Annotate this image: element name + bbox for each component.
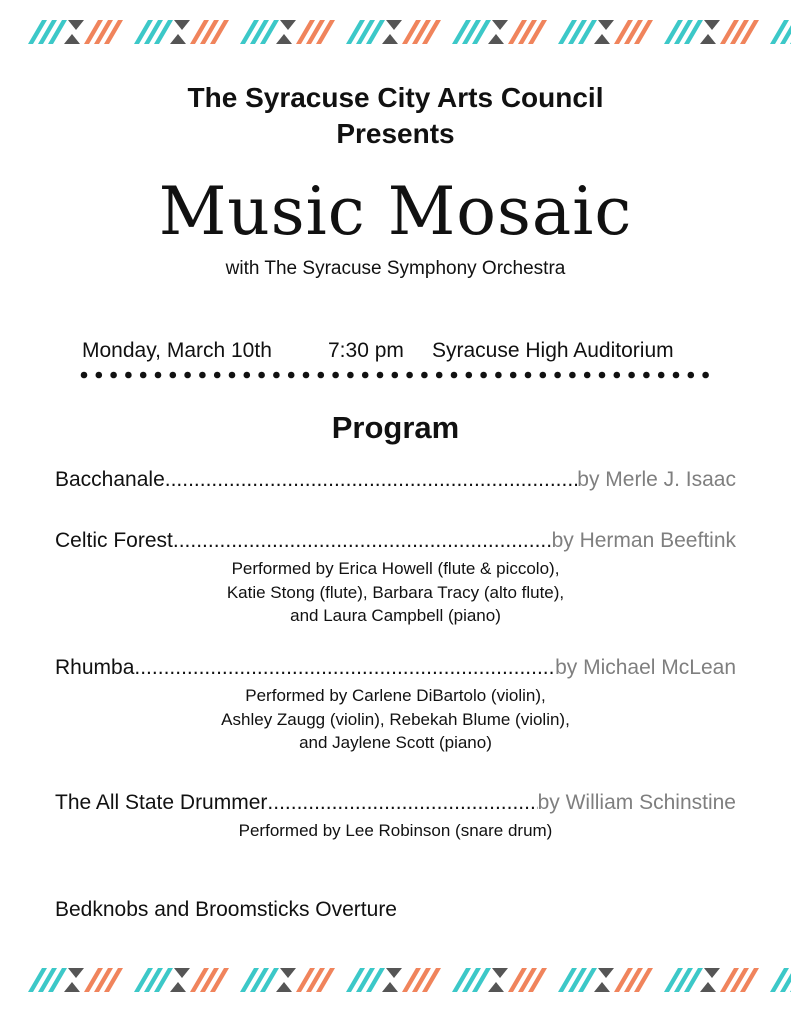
down-triangle: [280, 968, 296, 978]
dot-leader: [267, 789, 537, 817]
down-triangle: [174, 20, 190, 30]
program-item: [55, 466, 736, 494]
program-heading: Program: [331, 410, 460, 445]
program-item: [55, 896, 736, 924]
divider-dot: [125, 372, 132, 379]
divider-dot: [451, 372, 458, 379]
divider-dot: [318, 372, 325, 379]
performers-list: [0, 684, 791, 755]
performers-line: Performed by Lee Robinson (snare drum): [238, 821, 553, 840]
divider-dot: [628, 372, 635, 379]
dot-leader: [134, 654, 555, 682]
divider-dot: [303, 372, 310, 379]
divider-dot: [258, 372, 265, 379]
up-triangle: [594, 34, 610, 44]
up-triangle: [64, 982, 80, 992]
divider-dot: [96, 372, 103, 379]
down-triangle: [280, 20, 296, 30]
down-triangle: [598, 20, 614, 30]
program-item: [55, 527, 736, 628]
divider-dot: [184, 372, 191, 379]
performers-line: and Laura Campbell (piano): [290, 606, 501, 625]
dotted-divider: [80, 368, 711, 382]
down-triangle: [68, 968, 84, 978]
divider-dot: [377, 372, 384, 379]
event-venue: Syracuse High Auditorium: [432, 339, 674, 362]
piece-composer: by William Schinstine: [537, 791, 736, 814]
divider-dot: [702, 372, 709, 379]
up-triangle: [700, 34, 716, 44]
divider-dot: [525, 372, 532, 379]
divider-dot: [392, 372, 399, 379]
up-triangle: [170, 982, 186, 992]
down-triangle: [704, 968, 720, 978]
divider-dot: [614, 372, 621, 379]
up-triangle: [594, 982, 610, 992]
divider-dot: [155, 372, 162, 379]
piece-title: Bedknobs and Broomsticks Overture: [55, 898, 397, 921]
down-triangle: [68, 20, 84, 30]
divider-dot: [540, 372, 547, 379]
presenter-line-1: The Syracuse City Arts Council: [187, 82, 604, 113]
up-triangle: [488, 982, 504, 992]
divider-dot: [688, 372, 695, 379]
dot-leader: [173, 527, 552, 555]
piece-title: Bacchanale: [55, 468, 165, 491]
divider-dot: [673, 372, 680, 379]
top-decorative-border: [0, 12, 791, 52]
down-triangle: [386, 968, 402, 978]
performers-list: [0, 557, 791, 628]
event-date: Monday, March 10th: [82, 339, 272, 362]
performers-line: Performed by Erica Howell (flute & piccolo),: [231, 559, 560, 578]
presenter-heading: [0, 80, 791, 152]
divider-dot: [170, 372, 177, 379]
divider-dot: [436, 372, 443, 379]
concert-title: Music Mosaic: [158, 173, 633, 250]
up-triangle: [276, 982, 292, 992]
divider-dot: [569, 372, 576, 379]
up-triangle: [488, 34, 504, 44]
divider-dot: [347, 372, 354, 379]
divider-dot: [362, 372, 369, 379]
performers-line: Ashley Zaugg (violin), Rebekah Blume (violin),: [221, 709, 570, 729]
border-pattern: [0, 12, 791, 52]
up-triangle: [170, 34, 186, 44]
divider-dot: [466, 372, 473, 379]
divider-dot: [643, 372, 650, 379]
presenter-line-2: Presents: [336, 118, 455, 149]
divider-dot: [273, 372, 280, 379]
divider-dot: [332, 372, 339, 379]
divider-dot: [554, 372, 561, 379]
bottom-decorative-border: [0, 960, 791, 1000]
piece-composer: by Merle J. Isaac: [577, 468, 736, 491]
border-pattern: [0, 960, 791, 1000]
divider-dot: [214, 372, 221, 379]
piece-title: Celtic Forest: [55, 529, 173, 552]
down-triangle: [704, 20, 720, 30]
divider-dot: [658, 372, 665, 379]
divider-dot: [599, 372, 606, 379]
divider-dot: [229, 372, 236, 379]
divider-dot: [510, 372, 517, 379]
down-triangle: [492, 20, 508, 30]
performers-list: [0, 819, 791, 843]
divider-dot: [584, 372, 591, 379]
divider-dot: [495, 372, 502, 379]
divider-dot: [81, 372, 88, 379]
down-triangle: [598, 968, 614, 978]
piece-composer: by Herman Beeftink: [551, 529, 736, 552]
dot-leader: [165, 466, 578, 494]
up-triangle: [382, 982, 398, 992]
divider-dot: [140, 372, 147, 379]
down-triangle: [492, 968, 508, 978]
divider-dot: [110, 372, 117, 379]
divider-dot: [288, 372, 295, 379]
down-triangle: [386, 20, 402, 30]
up-triangle: [382, 34, 398, 44]
up-triangle: [276, 34, 292, 44]
program-item: [55, 654, 736, 755]
divider-dot: [421, 372, 428, 379]
performers-line: Performed by Carlene DiBartolo (violin),: [245, 686, 546, 705]
event-time: 7:30 pm: [328, 339, 404, 362]
divider-dot: [406, 372, 413, 379]
up-triangle: [64, 34, 80, 44]
concert-subtitle: with The Syracuse Symphony Orchestra: [225, 258, 566, 279]
piece-title: Rhumba: [55, 656, 135, 679]
program-item: [55, 789, 736, 843]
up-triangle: [700, 982, 716, 992]
divider-dot: [199, 372, 206, 379]
piece-composer: by Michael McLean: [555, 656, 736, 679]
divider-dot: [480, 372, 487, 379]
performers-line: Katie Stong (flute), Barbara Tracy (alto flute),: [226, 582, 565, 602]
performers-line: and Jaylene Scott (piano): [299, 733, 492, 752]
down-triangle: [174, 968, 190, 978]
piece-title: The All State Drummer: [55, 791, 268, 814]
divider-dot: [244, 372, 251, 379]
